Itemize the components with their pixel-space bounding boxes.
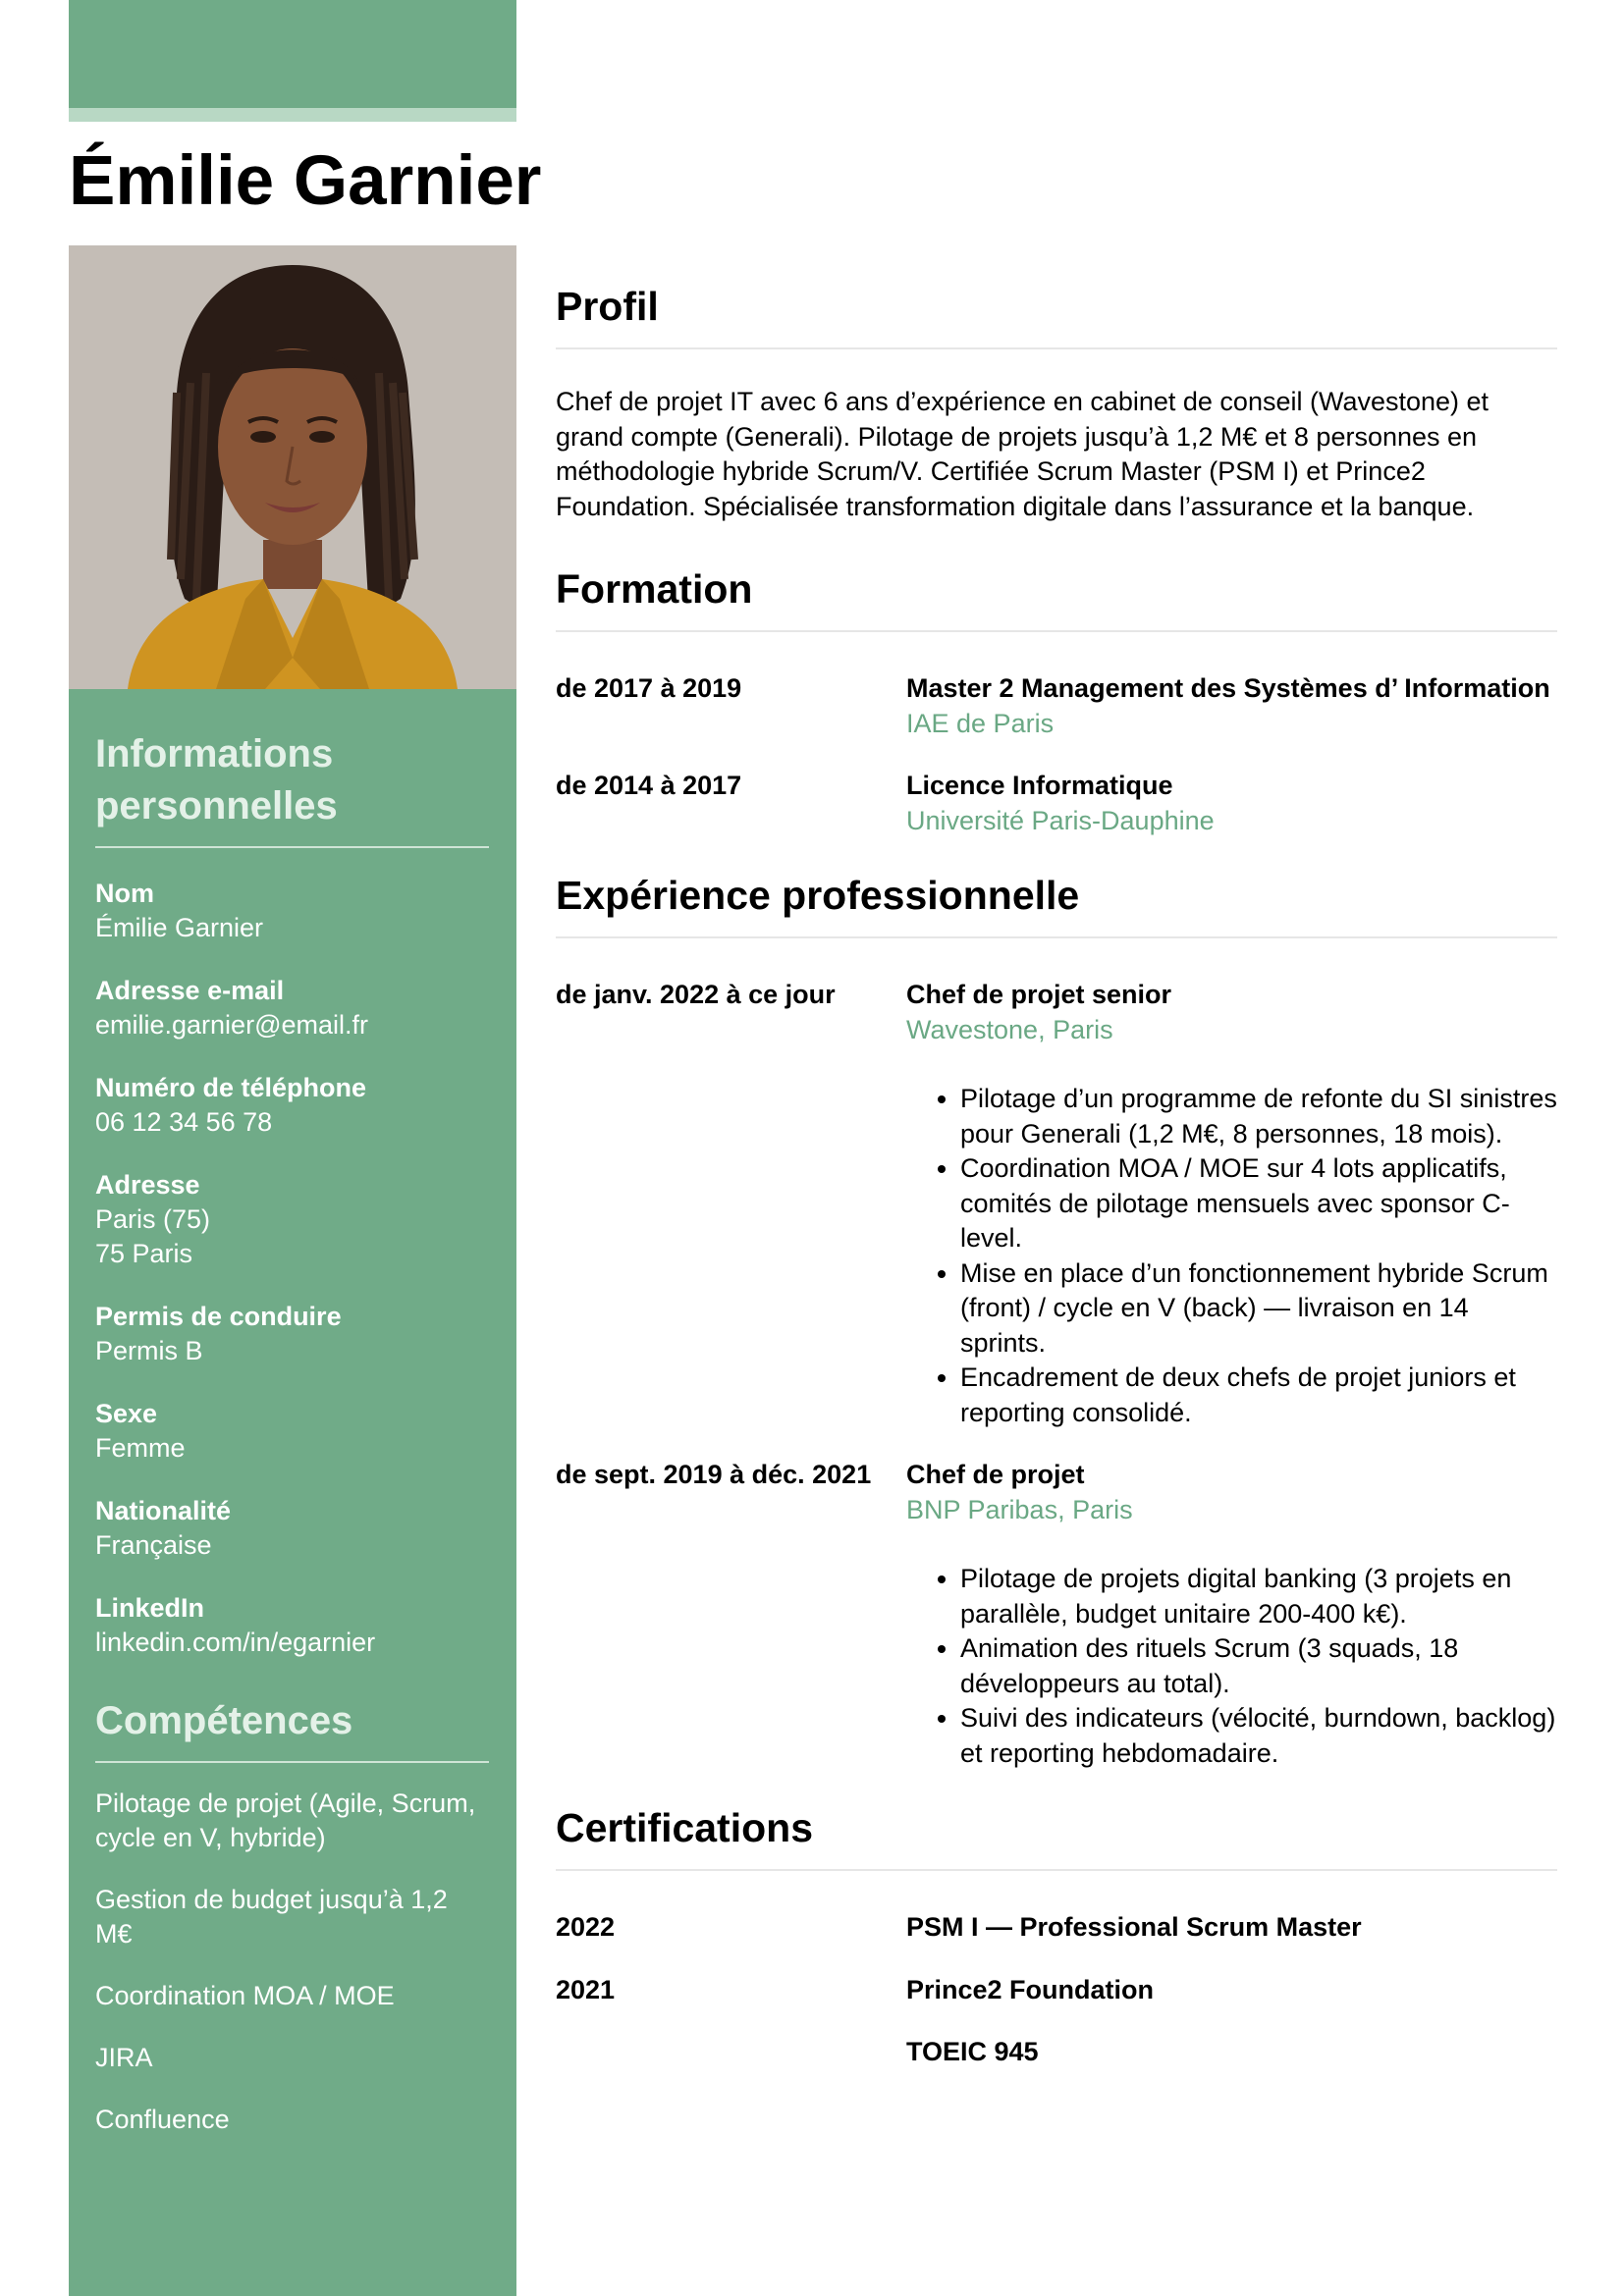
bullet-item: • Animation des rituels Scrum (3 squads, 18 développeurs au total). <box>960 1631 1557 1701</box>
section-title-experience: Expérience professionnelle <box>556 866 1557 938</box>
education-entry <box>556 769 1557 838</box>
personal-info-heading: Informations personnelles <box>95 728 489 848</box>
info-item-phone <box>95 1071 489 1140</box>
info-label: Nationalité <box>95 1496 232 1525</box>
entry-subtitle: IAE de Paris <box>906 708 1055 738</box>
info-item-email <box>95 974 489 1042</box>
info-label: LinkedIn <box>95 1593 205 1623</box>
experience-entry <box>556 1458 1557 1771</box>
certification-entries <box>556 1910 1557 2070</box>
entry-body <box>906 1910 1557 1946</box>
info-item-name <box>95 877 489 945</box>
entry-title: Chef de projet senior <box>906 980 1172 1009</box>
entry-date: 2021 <box>556 1974 616 2004</box>
entry-title: Chef de projet <box>906 1460 1085 1489</box>
entry-title: Licence Informatique <box>906 771 1173 800</box>
entry-body <box>906 671 1557 741</box>
portrait-illustration <box>69 245 516 689</box>
info-value: emilie.garnier@email.fr <box>95 1010 368 1040</box>
bullet-item: • Pilotage d’un programme de refonte du SI sinistres pour Generali (1,2 M€, 8 personnes, 18 mois). <box>960 1082 1557 1151</box>
skills-heading: Compétences <box>95 1695 489 1763</box>
info-item-gender <box>95 1397 489 1466</box>
entry-date: de sept. 2019 à déc. 2021 <box>556 1460 872 1489</box>
info-value: 06 12 34 56 78 <box>95 1107 273 1137</box>
sidebar-top-strip <box>69 108 516 122</box>
bullet-item: • Suivi des indicateurs (vélocité, burndown, backlog) et reporting hebdomadaire. <box>960 1701 1557 1771</box>
skill-item: Coordination MOA / MOE <box>95 1981 395 2010</box>
entry-title: PSM I — Professional Scrum Master <box>906 1912 1362 1942</box>
experience-section <box>556 866 1557 1771</box>
education-section <box>556 560 1557 838</box>
experience-entries <box>556 978 1557 1771</box>
info-label: Nom <box>95 879 154 908</box>
profile-photo <box>69 245 516 689</box>
entry-bullets <box>906 1082 1557 1430</box>
entry-date: de 2017 à 2019 <box>556 673 742 703</box>
entry-body <box>906 978 1557 1430</box>
bullet-item: • Coordination MOA / MOE sur 4 lots applicatifs, comités de pilotage mensuels avec sponsor C-level. <box>960 1151 1557 1256</box>
info-value: linkedin.com/in/egarnier <box>95 1628 376 1657</box>
entry-body <box>906 769 1557 838</box>
info-value: Émilie Garnier <box>95 913 264 942</box>
info-value: 75 Paris <box>95 1239 193 1268</box>
info-value: Paris (75) <box>95 1204 211 1234</box>
info-label: Adresse e-mail <box>95 976 285 1005</box>
info-label: Sexe <box>95 1399 158 1428</box>
bullet-item: • Pilotage de projets digital banking (3 projets en parallèle, budget unitaire 200-400 k€). <box>960 1562 1557 1631</box>
bullet-item: • Mise en place d’un fonctionnement hybride Scrum (front) / cycle en V (back) — livraison en 14 sprints. <box>960 1256 1557 1362</box>
certification-entry <box>556 1973 1557 2008</box>
info-value: Femme <box>95 1433 186 1463</box>
entry-date: de janv. 2022 à ce jour <box>556 980 836 1009</box>
personal-info-list <box>95 877 489 1660</box>
section-title-education: Formation <box>556 560 1557 632</box>
entry-body <box>906 1458 1557 1771</box>
info-item-address <box>95 1168 489 1271</box>
skill-item: Gestion de budget jusqu’à 1,2 M€ <box>95 1885 448 1949</box>
skills-list <box>95 1787 489 2137</box>
skill-item: JIRA <box>95 2043 153 2072</box>
info-item-nationality <box>95 1494 489 1563</box>
entry-date: de 2014 à 2017 <box>556 771 742 800</box>
info-label: Numéro de téléphone <box>95 1073 367 1102</box>
entry-title: Master 2 Management des Systèmes d’ Information <box>906 673 1550 703</box>
entry-date <box>556 2035 906 2070</box>
entry-body <box>906 2035 1557 2070</box>
entry-subtitle: Wavestone, Paris <box>906 1014 1113 1044</box>
skill-item: Confluence <box>95 2105 230 2134</box>
sidebar-top-block <box>69 0 516 108</box>
entry-subtitle: BNP Paribas, Paris <box>906 1494 1133 1524</box>
info-item-linkedin <box>95 1591 489 1660</box>
experience-entry <box>556 978 1557 1430</box>
certifications-section <box>556 1798 1557 2070</box>
entry-date: 2022 <box>556 1912 616 1942</box>
sidebar <box>69 245 516 2296</box>
entry-body <box>906 1973 1557 2008</box>
entry-bullets <box>906 1562 1557 1771</box>
education-entry <box>556 671 1557 741</box>
section-title-certifications: Certifications <box>556 1798 1557 1871</box>
candidate-name: Émilie Garnier <box>69 142 542 220</box>
entry-title: Prince2 Foundation <box>906 1974 1155 2004</box>
info-label: Permis de conduire <box>95 1302 342 1331</box>
info-value: Permis B <box>95 1336 203 1365</box>
sidebar-content <box>69 689 516 2137</box>
bullet-item: • Encadrement de deux chefs de projet juniors et reporting consolidé. <box>960 1361 1557 1430</box>
certification-entry <box>556 2035 1557 2070</box>
entry-title: TOEIC 945 <box>906 2037 1039 2066</box>
profile-section <box>556 277 1557 524</box>
skill-item: Pilotage de projet (Agile, Scrum, cycle en V, hybride) <box>95 1789 476 1852</box>
info-value: Française <box>95 1530 212 1560</box>
entry-subtitle: Université Paris-Dauphine <box>906 805 1215 835</box>
certification-entry <box>556 1910 1557 1946</box>
profile-text: Chef de projet IT avec 6 ans d’expérience en cabinet de conseil (Wavestone) et grand compte (Generali). Pilotage de projets jusqu’à 1,2 M€ et 8 personnes en méthodologie hybride Scrum/V. Certifiée Scrum Master (PSM I) et Prince2 Foundation. Spécialisée transformation digitale dans l’assurance et la banque. <box>556 387 1489 521</box>
main-content <box>556 277 1557 2098</box>
info-item-license <box>95 1300 489 1368</box>
education-entries <box>556 671 1557 838</box>
info-label: Adresse <box>95 1170 200 1200</box>
section-title-profile: Profil <box>556 277 1557 349</box>
